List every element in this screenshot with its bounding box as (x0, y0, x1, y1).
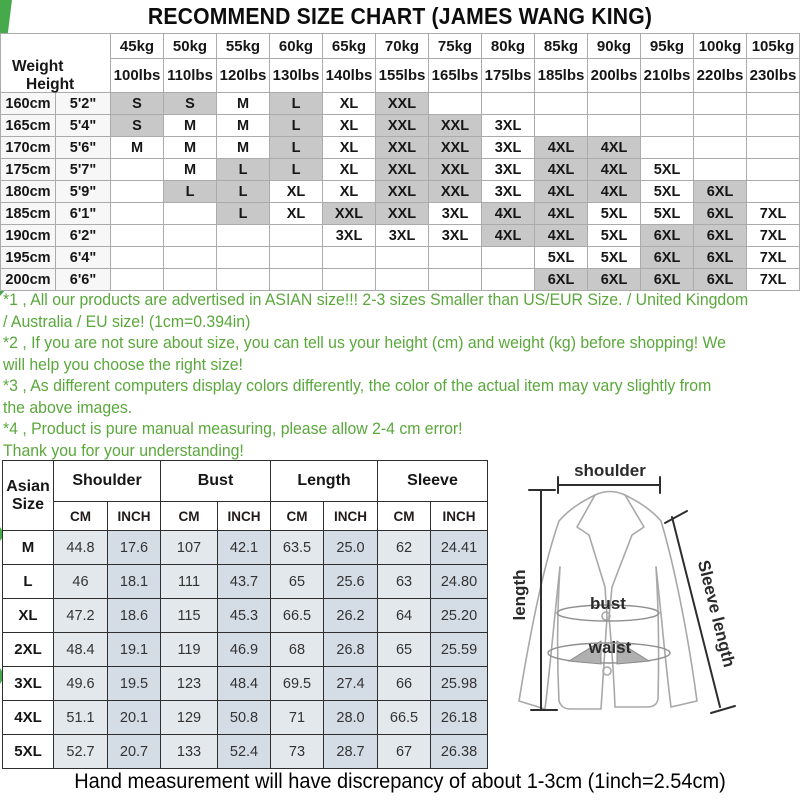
recommended-size-cell: XL (270, 203, 323, 225)
recommended-size-cell: 6XL (641, 247, 694, 269)
height-cm-label: 165cm (1, 115, 56, 137)
weight-lbs-header-row (1, 59, 800, 93)
recommended-size-cell (111, 225, 164, 247)
weight-lbs-header-cell: 200lbs (588, 59, 641, 93)
recommended-size-cell: L (217, 203, 270, 225)
measure-value-cell: 26.18 (431, 701, 488, 735)
size-grid-row (1, 159, 800, 181)
recommended-size-cell (217, 225, 270, 247)
measure-size-label: M (3, 531, 54, 565)
recommended-size-cell (270, 225, 323, 247)
weight-kg-header-cell: 80kg (482, 34, 535, 59)
recommended-size-cell: M (217, 137, 270, 159)
recommended-size-cell: 5XL (641, 159, 694, 181)
measure-value-cell: 51.1 (54, 701, 108, 735)
recommended-size-cell (164, 247, 217, 269)
measure-unit-header: INCH (324, 502, 378, 531)
sleeve-length-label: Sleeve length (693, 558, 739, 670)
recommended-size-cell (535, 115, 588, 137)
recommended-size-cell: XXL (376, 93, 429, 115)
recommended-size-cell (376, 247, 429, 269)
size-grid-row (1, 269, 800, 291)
measure-value-cell: 68 (271, 633, 324, 667)
measure-value-cell: 25.98 (431, 667, 488, 701)
recommended-size-cell: 6XL (588, 269, 641, 291)
recommended-size-cell: M (164, 115, 217, 137)
recommended-size-cell: 3XL (482, 137, 535, 159)
size-grid-row (1, 137, 800, 159)
measure-value-cell: 48.4 (218, 667, 271, 701)
height-ft-label: 5'6" (56, 137, 111, 159)
recommended-size-cell (641, 93, 694, 115)
recommended-size-cell: 3XL (429, 225, 482, 247)
recommended-size-cell: XL (323, 115, 376, 137)
height-ft-label: 5'9" (56, 181, 111, 203)
measure-value-cell: 43.7 (218, 565, 271, 599)
recommended-size-cell: 7XL (747, 269, 800, 291)
note-line: *3 , As different computers display colors differently, the color of the actual item may vary slightly from (3, 376, 712, 395)
recommended-size-cell (482, 93, 535, 115)
jacket-diagram (495, 455, 800, 775)
measure-value-cell: 49.6 (54, 667, 108, 701)
weight-lbs-header-cell: 130lbs (270, 59, 323, 93)
measure-group-header: Sleeve (378, 461, 488, 502)
measure-value-cell: 20.1 (108, 701, 161, 735)
measure-size-label: 5XL (3, 735, 54, 769)
measure-value-cell: 24.41 (431, 531, 488, 565)
recommended-size-cell: L (270, 93, 323, 115)
measure-row (3, 735, 488, 769)
measure-value-cell: 25.6 (324, 565, 378, 599)
weight-lbs-header-cell: 100lbs (111, 59, 164, 93)
recommended-size-cell (111, 247, 164, 269)
weight-lbs-header-cell: 175lbs (482, 59, 535, 93)
recommended-size-cell (111, 203, 164, 225)
recommended-size-cell: 3XL (323, 225, 376, 247)
recommended-size-cell (217, 269, 270, 291)
measurement-table (2, 460, 488, 769)
measure-row (3, 565, 488, 599)
corner-weight-label: Weight (12, 58, 64, 75)
note-line: Thank you for your understanding! (3, 440, 244, 460)
measure-value-cell: 66.5 (271, 599, 324, 633)
measure-value-cell: 18.1 (108, 565, 161, 599)
weight-lbs-header-cell: 120lbs (217, 59, 270, 93)
measure-value-cell: 25.59 (431, 633, 488, 667)
recommended-size-cell: 4XL (588, 181, 641, 203)
measure-value-cell: 52.7 (54, 735, 108, 769)
recommended-size-cell (694, 93, 747, 115)
measure-value-cell: 42.1 (218, 531, 271, 565)
measure-value-cell: 63 (378, 565, 431, 599)
note-line: *4 , Product is pure manual measuring, please allow 2-4 cm error! (3, 419, 463, 438)
weight-kg-header-cell: 90kg (588, 34, 641, 59)
height-cm-label: 190cm (1, 225, 56, 247)
recommended-size-cell: L (270, 115, 323, 137)
corner-height-label: Height (26, 76, 75, 93)
measure-row (3, 531, 488, 565)
recommended-size-cell: XL (323, 137, 376, 159)
recommended-size-cell: 3XL (482, 115, 535, 137)
size-notes (3, 289, 800, 461)
measure-size-label: L (3, 565, 54, 599)
recommended-size-cell (747, 93, 800, 115)
note-line: will help you choose the right size! (3, 354, 243, 374)
measure-unit-header: INCH (218, 502, 271, 531)
measure-value-cell: 44.8 (54, 531, 108, 565)
recommended-size-cell: L (164, 181, 217, 203)
measure-unit-header-row (3, 502, 488, 531)
measure-value-cell: 52.4 (218, 735, 271, 769)
recommended-size-cell: M (164, 137, 217, 159)
recommended-size-cell (164, 203, 217, 225)
note-line: the above images. (3, 397, 133, 417)
recommended-size-cell: XL (323, 93, 376, 115)
recommended-size-cell (111, 159, 164, 181)
measure-size-label: 2XL (3, 633, 54, 667)
measure-value-cell: 50.8 (218, 701, 271, 735)
measure-value-cell: 67 (378, 735, 431, 769)
recommended-size-cell (641, 137, 694, 159)
recommended-size-cell: XXL (376, 137, 429, 159)
measure-value-cell: 48.4 (54, 633, 108, 667)
measure-unit-header: CM (271, 502, 324, 531)
height-cm-label: 200cm (1, 269, 56, 291)
note-line: *1 , All our products are advertised in ASIAN size!!! 2-3 sizes Smaller than US/EUR Size. / United Kingdom (3, 290, 749, 309)
recommended-size-cell: 7XL (747, 247, 800, 269)
recommended-size-cell (747, 159, 800, 181)
measure-value-cell: 107 (161, 531, 218, 565)
size-grid-row (1, 181, 800, 203)
weight-kg-header-cell: 55kg (217, 34, 270, 59)
height-cm-label: 180cm (1, 181, 56, 203)
recommended-size-cell: 4XL (588, 159, 641, 181)
measure-size-label: XL (3, 599, 54, 633)
recommended-size-cell: 4XL (535, 159, 588, 181)
measure-value-cell: 129 (161, 701, 218, 735)
recommended-size-cell (747, 181, 800, 203)
footer-note: Hand measurement will have discrepancy of about 1-3cm (1inch=2.54cm) (74, 770, 726, 793)
recommended-size-cell: M (164, 159, 217, 181)
recommended-size-cell: M (111, 137, 164, 159)
recommended-size-cell (535, 93, 588, 115)
recommended-size-cell: XXL (429, 181, 482, 203)
recommended-size-cell (111, 181, 164, 203)
recommended-size-cell: 5XL (641, 181, 694, 203)
recommended-size-cell: XXL (429, 137, 482, 159)
recommended-size-cell: 4XL (482, 225, 535, 247)
recommended-size-cell (429, 93, 482, 115)
height-ft-label: 5'2" (56, 93, 111, 115)
measure-value-cell: 123 (161, 667, 218, 701)
recommended-size-cell: 3XL (429, 203, 482, 225)
measure-value-cell: 66.5 (378, 701, 431, 735)
measure-value-cell: 20.7 (108, 735, 161, 769)
weight-kg-header-cell: 95kg (641, 34, 694, 59)
weight-kg-header-cell: 75kg (429, 34, 482, 59)
recommended-size-cell: 4XL (535, 137, 588, 159)
measure-value-cell: 45.3 (218, 599, 271, 633)
weight-lbs-header-cell: 110lbs (164, 59, 217, 93)
measure-row (3, 701, 488, 735)
recommended-size-cell: XXL (323, 203, 376, 225)
measure-value-cell: 65 (378, 633, 431, 667)
measure-size-label: 4XL (3, 701, 54, 735)
recommended-size-cell (588, 93, 641, 115)
recommended-size-cell: XXL (376, 159, 429, 181)
measure-value-cell: 19.5 (108, 667, 161, 701)
recommended-size-cell: M (217, 93, 270, 115)
height-ft-label: 6'6" (56, 269, 111, 291)
measure-value-cell: 28.0 (324, 701, 378, 735)
size-recommendation-table (0, 33, 800, 291)
recommended-size-cell: 6XL (641, 269, 694, 291)
measure-value-cell: 64 (378, 599, 431, 633)
size-grid-row (1, 225, 800, 247)
recommended-size-cell: 6XL (694, 225, 747, 247)
measure-group-header: Length (271, 461, 378, 502)
recommended-size-cell: XXL (376, 203, 429, 225)
size-grid-row (1, 203, 800, 225)
measure-value-cell: 62 (378, 531, 431, 565)
measure-value-cell: 26.8 (324, 633, 378, 667)
measure-value-cell: 19.1 (108, 633, 161, 667)
measure-group-header-row (3, 461, 488, 502)
measure-value-cell: 66 (378, 667, 431, 701)
recommended-size-cell: 5XL (588, 225, 641, 247)
waist-label: waist (588, 638, 632, 657)
height-ft-label: 6'4" (56, 247, 111, 269)
page-title: RECOMMEND SIZE CHART (JAMES WANG KING) (147, 3, 653, 29)
measure-value-cell: 133 (161, 735, 218, 769)
measure-value-cell: 73 (271, 735, 324, 769)
recommended-size-cell (164, 225, 217, 247)
recommended-size-cell: 5XL (588, 247, 641, 269)
measure-value-cell: 115 (161, 599, 218, 633)
recommended-size-cell (588, 115, 641, 137)
height-cm-label: 170cm (1, 137, 56, 159)
measure-value-cell: 17.6 (108, 531, 161, 565)
weight-lbs-header-cell: 185lbs (535, 59, 588, 93)
recommended-size-cell: XL (323, 181, 376, 203)
recommended-size-cell: 6XL (641, 225, 694, 247)
recommended-size-cell (217, 247, 270, 269)
recommended-size-cell (111, 269, 164, 291)
recommended-size-cell: 4XL (482, 203, 535, 225)
height-ft-label: 6'2" (56, 225, 111, 247)
recommended-size-cell: L (217, 159, 270, 181)
measure-value-cell: 28.7 (324, 735, 378, 769)
recommended-size-cell: S (111, 93, 164, 115)
size-grid-row (1, 247, 800, 269)
recommended-size-cell: XXL (429, 115, 482, 137)
weight-lbs-header-cell: 210lbs (641, 59, 694, 93)
recommended-size-cell (747, 115, 800, 137)
recommended-size-cell: XXL (376, 115, 429, 137)
recommended-size-cell (641, 115, 694, 137)
measure-size-label: 3XL (3, 667, 54, 701)
weight-kg-header-cell: 100kg (694, 34, 747, 59)
measure-value-cell: 47.2 (54, 599, 108, 633)
measure-value-cell: 65 (271, 565, 324, 599)
size-grid-row (1, 115, 800, 137)
height-ft-label: 5'7" (56, 159, 111, 181)
recommended-size-cell: 6XL (694, 203, 747, 225)
recommended-size-cell (747, 137, 800, 159)
height-cm-label: 195cm (1, 247, 56, 269)
weight-height-corner-cell (1, 34, 111, 93)
note-line: / Australia / EU size! (1cm=0.394in) (3, 311, 251, 331)
recommended-size-cell (376, 269, 429, 291)
weight-lbs-header-cell: 230lbs (747, 59, 800, 93)
measure-value-cell: 46 (54, 565, 108, 599)
height-cm-label: 185cm (1, 203, 56, 225)
recommended-size-cell: 5XL (588, 203, 641, 225)
recommended-size-cell: L (270, 137, 323, 159)
weight-kg-header-cell: 70kg (376, 34, 429, 59)
recommended-size-cell: 6XL (694, 247, 747, 269)
recommended-size-cell: M (217, 115, 270, 137)
weight-kg-header-cell: 45kg (111, 34, 164, 59)
recommended-size-cell: 3XL (376, 225, 429, 247)
recommended-size-cell: 7XL (747, 225, 800, 247)
recommended-size-cell: 4XL (588, 137, 641, 159)
weight-lbs-header-cell: 220lbs (694, 59, 747, 93)
recommended-size-cell (694, 115, 747, 137)
recommended-size-cell: 5XL (535, 247, 588, 269)
recommended-size-cell: 4XL (535, 203, 588, 225)
measure-row (3, 633, 488, 667)
measure-unit-header: CM (378, 502, 431, 531)
measure-value-cell: 111 (161, 565, 218, 599)
measure-group-header: Bust (161, 461, 271, 502)
measure-value-cell: 119 (161, 633, 218, 667)
weight-kg-header-cell: 85kg (535, 34, 588, 59)
weight-kg-header-cell: 105kg (747, 34, 800, 59)
recommended-size-cell (270, 269, 323, 291)
measure-unit-header: INCH (431, 502, 488, 531)
recommended-size-cell: 4XL (535, 225, 588, 247)
recommended-size-cell: 6XL (535, 269, 588, 291)
recommended-size-cell: S (164, 93, 217, 115)
recommended-size-cell: 3XL (482, 159, 535, 181)
recommended-size-cell (429, 269, 482, 291)
recommended-size-cell (694, 159, 747, 181)
measure-unit-header: INCH (108, 502, 161, 531)
weight-kg-header-cell: 65kg (323, 34, 376, 59)
recommended-size-cell (323, 247, 376, 269)
weight-lbs-header-cell: 155lbs (376, 59, 429, 93)
measure-row (3, 667, 488, 701)
measure-value-cell: 71 (271, 701, 324, 735)
recommended-size-cell: XL (323, 159, 376, 181)
measure-value-cell: 18.6 (108, 599, 161, 633)
measure-value-cell: 26.2 (324, 599, 378, 633)
recommended-size-cell (482, 247, 535, 269)
height-cm-label: 160cm (1, 93, 56, 115)
recommended-size-cell: 6XL (694, 181, 747, 203)
height-ft-label: 6'1" (56, 203, 111, 225)
measure-value-cell: 25.20 (431, 599, 488, 633)
recommended-size-cell (164, 269, 217, 291)
weight-kg-header-cell: 50kg (164, 34, 217, 59)
recommended-size-cell: 6XL (694, 269, 747, 291)
recommended-size-cell: XL (270, 181, 323, 203)
height-ft-label: 5'4" (56, 115, 111, 137)
recommended-size-cell: 5XL (641, 203, 694, 225)
weight-kg-header-cell: 60kg (270, 34, 323, 59)
recommended-size-cell (270, 247, 323, 269)
recommended-size-cell: XXL (429, 159, 482, 181)
recommended-size-cell (482, 269, 535, 291)
measure-value-cell: 46.9 (218, 633, 271, 667)
recommended-size-cell: XXL (376, 181, 429, 203)
recommended-size-cell: 3XL (482, 181, 535, 203)
measure-value-cell: 63.5 (271, 531, 324, 565)
measure-value-cell: 26.38 (431, 735, 488, 769)
measure-row (3, 599, 488, 633)
shoulder-label: shoulder (574, 461, 646, 480)
size-grid-row (1, 93, 800, 115)
bust-label: bust (590, 594, 626, 613)
asian-size-header: Asian Size (3, 461, 54, 531)
weight-lbs-header-cell: 140lbs (323, 59, 376, 93)
measure-value-cell: 25.0 (324, 531, 378, 565)
height-cm-label: 175cm (1, 159, 56, 181)
recommended-size-cell: L (217, 181, 270, 203)
recommended-size-cell (694, 137, 747, 159)
recommended-size-cell (323, 269, 376, 291)
length-label: length (510, 569, 529, 621)
recommended-size-cell: L (270, 159, 323, 181)
weight-kg-header-row (1, 34, 800, 59)
measure-unit-header: CM (54, 502, 108, 531)
recommended-size-cell: S (111, 115, 164, 137)
measure-value-cell: 69.5 (271, 667, 324, 701)
recommended-size-cell: 4XL (535, 181, 588, 203)
measure-value-cell: 24.80 (431, 565, 488, 599)
recommended-size-cell: 7XL (747, 203, 800, 225)
measure-value-cell: 27.4 (324, 667, 378, 701)
measure-unit-header: CM (161, 502, 218, 531)
note-line: *2 , If you are not sure about size, you can tell us your height (cm) and weight (kg) before shopping! We (3, 333, 726, 352)
recommended-size-cell (429, 247, 482, 269)
measure-group-header: Shoulder (54, 461, 161, 502)
weight-lbs-header-cell: 165lbs (429, 59, 482, 93)
